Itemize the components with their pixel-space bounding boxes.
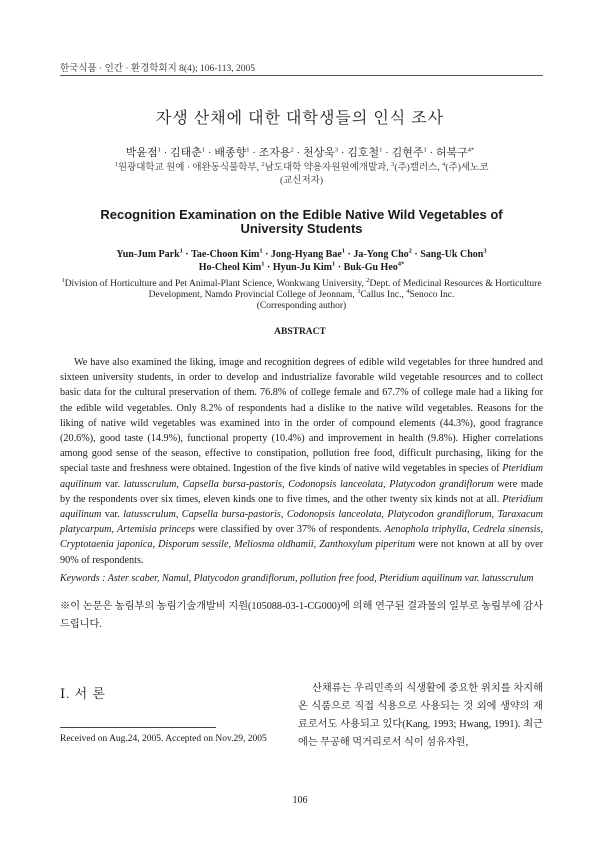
author-name: 김태춘 [170,147,202,159]
author-name: 김현주 [391,147,424,159]
korean-authors: 박윤점$^1$ · 김태춘$^1$ · 배종향$^1$ · 조자용$^2$ · 천상욱$^3$ · 김호철$^1$ · 김현주$^1$ · 허북구$^{4*}$ [125,146,475,159]
page-number: 106 [292,795,308,806]
received-date: Received on Aug.24, 2005. Accepted on Nov.29, 2005 [60,734,267,744]
author-name: 조자용 [258,147,291,159]
keywords-text: Aster scaber, Namul, Platycodon grandiflorum, pollution free food, Pteridium aquilinum var. latusscrulum [107,573,534,584]
author-name: 배종향 [214,147,247,159]
intro-paragraph: 산채류는 우리민족의 식생활에 중요한 위치를 차지해 온 식품으로 직접 식용으로 사용되는 것 외에 생약의 재료로서도 사용되고 있다(Kang, 1993; Hwang, 1991). 최근에는 무공해 먹거리로서 식이 섬유자원, [298,683,543,748]
keywords-label: Keywords : [60,573,106,584]
funding-note: ※이 논문은 농림부의 농림기술개발비 지원(105088-03-1-CG000)에 의해 연구된 결과물의 일부로 농림부에 감사드립니다. [60,601,543,630]
author-name: 김호철 [347,147,380,159]
author-name: 박윤점 [125,147,158,159]
footnote-rule [60,727,216,728]
english-authors: Yun-Jum Park$^1$ · Tae-Choon Kim$^1$ · Jong-Hyang Bae$^1$ · Ja-Yong Cho$^2$ · Sang-Uk Chon$^3$ Ho-Cheol Kim$^1$ · Hyun-Ju Kim$^1$ · Buk-Gu Heo$^{4*}$ [116,247,487,273]
abstract-heading: ABSTRACT [274,327,326,337]
korean-affiliations: $^1$원광대학교 원예 · 애완동식물학부, $^2$남도대학 약용자원원예개발과, $^3$(주)캘러스, $^4$(주)세노코 (교신저자) [114,160,489,186]
author-name: 천상욱 [302,147,335,159]
abstract-body: We have also examined the liking, image and recognition degrees of edible wild vegetables for three hundred and sixteen university students, in order to develop and industrialize favorable wild vegetable resources and to collect basic data for the cultural preservation of them. 76.8% of college female and 67.7% of college male had a liking for the edible wild vegetables. Only 8.2% of respondents had a dislike to the native wild vegetables. Reasons for the liking of native wild vegetables was examined into in the order of compound elements (44.3%), good fragrance (20.6%), good taste (14.9%), functional property (10.4%) and improvement in health (9.8%). Higher correlations among good sense of the season, effective to constipation, pollution free food, difficult purchasing, liking for the special taste and freshness were obtained. Ingestion of the five kinds of native wild vegetables in species of Pteridium aquilinum var. latusscrulum, Capsella bursa-pastoris, Codonopsis lanceolata, Platycodon grandiflorum were made by the respondents over six times, eleven kinds one to five times, and the other twenty six kinds not at all. Pteridium aquilinum var. latusscrulum, Capsella bursa-pastoris, Codonopsis lanceolata, Platycodon grandiflorum, Taraxacum platycarpum, Artemisia princeps were classified by over 37% of respondents. Aenophola triphylla, Cedrela sinensis, Cryptotaenia japonica, Disporum sessile, Meliosma oldhamii, Zanthoxylum piperitum were not known at all by over 90% of respondents. [60,357,544,566]
corresponding-note: (교신저자) [279,176,324,186]
header-rule [60,75,543,76]
section-heading: Ⅰ. 서 론 [60,686,107,701]
keywords [60,573,543,584]
journal-header: 한국식품 · 인간 · 환경학회지 8(4); 106-113, 2005 [60,64,256,74]
english-affiliations: $^1$Division of Horticulture and Pet Animal-Plant Science, Wonkwang University, $^2$Dept. of Medicinal Resources & Horticulture Development, Namdo Provincial College of Jeonnam, $^3$Callus Inc., $^4$Senoco Inc. (Corresponding author) [61,276,542,311]
corresponding-note-en: (Corresponding author) [256,301,347,311]
korean-title: 자생 산채에 대한 대학생들의 인식 조사 [155,110,445,127]
english-title: Recognition Examination on the Edible Native Wild Vegetables of University Students [100,207,503,236]
author-name: 허북구 [435,147,468,159]
